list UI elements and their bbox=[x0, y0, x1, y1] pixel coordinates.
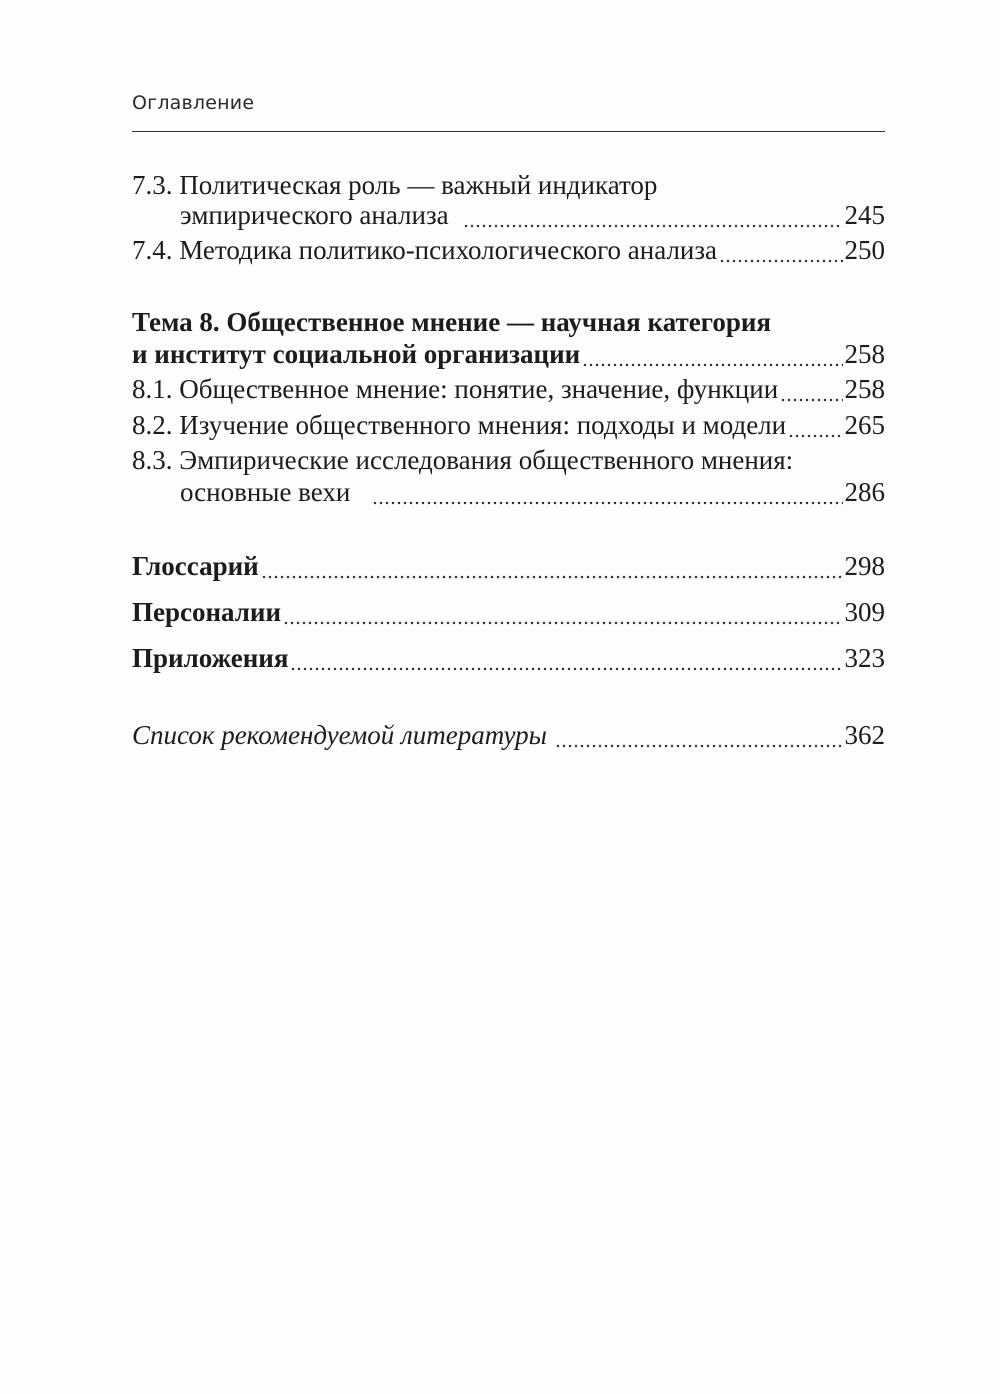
toc-glossary bbox=[132, 550, 885, 582]
dot-leader bbox=[463, 209, 843, 231]
toc-entry-7-3-line2 bbox=[132, 199, 885, 231]
toc-chapter-8-line2 bbox=[132, 338, 885, 370]
dot-leader bbox=[719, 244, 842, 266]
dot-leader bbox=[582, 348, 842, 370]
toc-bibliography bbox=[132, 719, 885, 751]
toc-entry-7-4 bbox=[132, 234, 885, 266]
toc-page-number: 309 bbox=[844, 597, 885, 627]
dot-leader bbox=[283, 606, 842, 628]
toc-page-number: 323 bbox=[844, 643, 885, 673]
dot-leader bbox=[372, 486, 842, 508]
toc-entry-8-3-line2 bbox=[132, 476, 885, 508]
toc-page-number: 250 bbox=[844, 235, 885, 265]
dot-leader bbox=[290, 652, 842, 674]
toc-section-title: Список рекомендуемой литературы bbox=[132, 720, 547, 750]
running-head: Оглавление bbox=[132, 92, 255, 114]
toc-page-number: 286 bbox=[844, 477, 885, 507]
dot-leader bbox=[555, 729, 843, 751]
toc-entry-title-cont: эмпирического анализа bbox=[180, 200, 449, 230]
header-rule bbox=[132, 131, 885, 132]
toc-entry-8-2 bbox=[132, 409, 885, 441]
toc-entry-number: 7.3. bbox=[132, 170, 173, 200]
toc-entry-title: Общественное мнение: понятие, значение, функции bbox=[179, 374, 779, 404]
toc-section-title: Персоналии bbox=[132, 597, 282, 627]
toc-page-number: 298 bbox=[844, 551, 885, 581]
toc-entry-number: 8.1. bbox=[132, 374, 173, 404]
toc-page-number: 258 bbox=[844, 374, 885, 404]
toc-page-number: 258 bbox=[844, 339, 885, 369]
dot-leader bbox=[780, 383, 842, 405]
toc-entry-title: Эмпирические исследования общественного мнения: bbox=[179, 445, 794, 475]
toc-entry-7-3-line1 bbox=[132, 169, 885, 201]
toc-chapter-title-cont: и институт социальной организации bbox=[132, 339, 581, 369]
dot-leader bbox=[261, 560, 843, 582]
toc-entry-title: Политическая роль — важный индикатор bbox=[179, 170, 658, 200]
dot-leader bbox=[788, 419, 842, 441]
toc-page-number: 362 bbox=[844, 720, 885, 750]
toc-page-number: 265 bbox=[844, 410, 885, 440]
toc-appendices bbox=[132, 642, 885, 674]
toc-entry-number: 8.2. bbox=[132, 410, 173, 440]
toc-page-number: 245 bbox=[844, 200, 885, 230]
toc-chapter-8-line1 bbox=[132, 306, 885, 338]
toc-entry-title-cont: основные вехи bbox=[180, 477, 351, 507]
toc-personalia bbox=[132, 596, 885, 628]
toc-entry-8-3-line1 bbox=[132, 444, 885, 476]
toc-entry-title: Изучение общественного мнения: подходы и модели bbox=[179, 410, 787, 440]
toc-entry-number: 7.4. bbox=[132, 235, 173, 265]
toc-chapter-title: Тема 8. Общественное мнение — научная категория bbox=[132, 307, 772, 337]
toc-section-title: Приложения bbox=[132, 643, 289, 673]
toc-section-title: Глоссарий bbox=[132, 551, 259, 581]
toc-entry-number: 8.3. bbox=[132, 445, 173, 475]
toc-entry-8-1 bbox=[132, 373, 885, 405]
toc-entry-title: Методика политико-психологического анализа bbox=[179, 235, 718, 265]
